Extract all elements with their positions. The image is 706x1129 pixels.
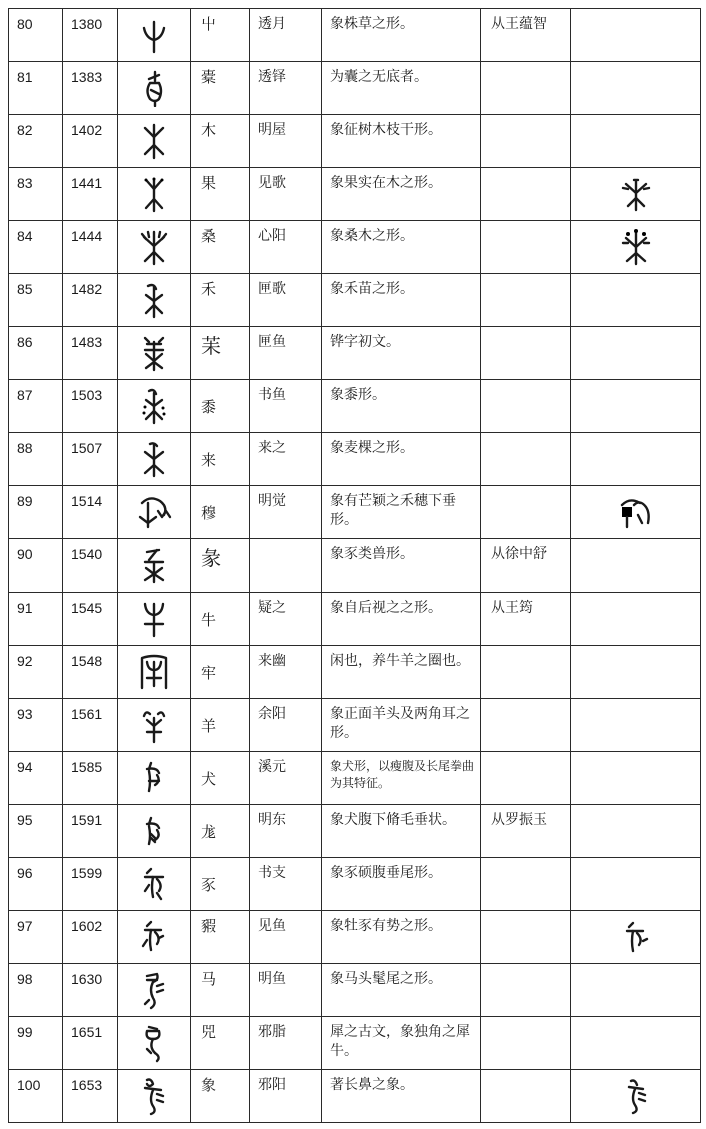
citation xyxy=(481,963,571,1016)
table-row xyxy=(9,1069,701,1122)
table-row xyxy=(9,804,701,857)
row-number: 89 xyxy=(9,486,63,539)
row-number: 100 xyxy=(9,1069,63,1122)
phonetic-category: 溪元 xyxy=(250,751,322,804)
table-row xyxy=(9,380,701,433)
row-number: 83 xyxy=(9,168,63,221)
row-number: 91 xyxy=(9,592,63,645)
oracle-glyph-quan-icon xyxy=(118,751,191,804)
character-explanation: 犀之古文，象独角之犀牛。 xyxy=(322,1016,481,1069)
variant-form xyxy=(571,433,701,486)
table-row xyxy=(9,751,701,804)
oracle-glyph-si-icon xyxy=(118,1016,191,1069)
modern-character: 羊 xyxy=(191,698,250,751)
character-explanation: 象果实在木之形。 xyxy=(322,168,481,221)
entry-id: 1651 xyxy=(63,1016,118,1069)
character-explanation: 象犬腹下脩毛垂状。 xyxy=(322,804,481,857)
row-number: 82 xyxy=(9,115,63,168)
oracle-glyph-biao-icon xyxy=(118,804,191,857)
phonetic-category: 透铎 xyxy=(250,62,322,115)
entry-id: 1599 xyxy=(63,857,118,910)
entry-id: 1482 xyxy=(63,274,118,327)
character-explanation: 象犬形，以瘦腹及长尾拳曲为其特征。 xyxy=(322,751,481,804)
citation xyxy=(481,274,571,327)
entry-id: 1540 xyxy=(63,539,118,592)
phonetic-category: 来之 xyxy=(250,433,322,486)
oracle-glyph-shu-icon xyxy=(118,380,191,433)
entry-id: 1602 xyxy=(63,910,118,963)
phonetic-category: 邪阳 xyxy=(250,1069,322,1122)
modern-character: 禾 xyxy=(191,274,250,327)
modern-character: 木 xyxy=(191,115,250,168)
character-explanation: 为囊之无底者。 xyxy=(322,62,481,115)
entry-id: 1561 xyxy=(63,698,118,751)
oracle-glyph-yi-icon xyxy=(118,539,191,592)
table-row xyxy=(9,592,701,645)
row-number: 92 xyxy=(9,645,63,698)
modern-character: 果 xyxy=(191,168,250,221)
modern-character: 苿 xyxy=(191,327,250,380)
oracle-glyph-zhong-icon xyxy=(118,9,191,62)
modern-character: 彖 xyxy=(191,539,250,592)
modern-character: 尨 xyxy=(191,804,250,857)
variant-form xyxy=(571,380,701,433)
phonetic-category: 明屋 xyxy=(250,115,322,168)
citation xyxy=(481,698,571,751)
row-number: 88 xyxy=(9,433,63,486)
oracle-glyph-niu-icon xyxy=(118,592,191,645)
entry-id: 1503 xyxy=(63,380,118,433)
modern-character: 马 xyxy=(191,963,250,1016)
citation xyxy=(481,910,571,963)
citation xyxy=(481,115,571,168)
table-row xyxy=(9,62,701,115)
variant-form xyxy=(571,698,701,751)
variant-form xyxy=(571,62,701,115)
entry-id: 1444 xyxy=(63,221,118,274)
modern-character: 橐 xyxy=(191,62,250,115)
variant-form xyxy=(571,9,701,62)
modern-character: 黍 xyxy=(191,380,250,433)
modern-character: 来 xyxy=(191,433,250,486)
citation xyxy=(481,486,571,539)
table-row xyxy=(9,910,701,963)
phonetic-category: 明鱼 xyxy=(250,963,322,1016)
oracle-glyph-ma-icon xyxy=(118,963,191,1016)
variant-glyph-xiang-icon xyxy=(571,1069,701,1122)
entry-id: 1514 xyxy=(63,486,118,539)
citation: 从徐中舒 xyxy=(481,539,571,592)
citation: 从王蕴智 xyxy=(481,9,571,62)
variant-form xyxy=(571,539,701,592)
oracle-character-table xyxy=(8,8,701,1123)
phonetic-category: 匣鱼 xyxy=(250,327,322,380)
row-number: 94 xyxy=(9,751,63,804)
character-explanation: 象自后视之之形。 xyxy=(322,592,481,645)
table-row xyxy=(9,115,701,168)
oracle-glyph-guo-icon xyxy=(118,168,191,221)
table-row xyxy=(9,1016,701,1069)
modern-character: 牢 xyxy=(191,645,250,698)
citation xyxy=(481,62,571,115)
modern-character: 豕 xyxy=(191,857,250,910)
entry-id: 1548 xyxy=(63,645,118,698)
character-explanation: 象牡豕有势之形。 xyxy=(322,910,481,963)
citation xyxy=(481,1016,571,1069)
phonetic-category: 匣歌 xyxy=(250,274,322,327)
citation xyxy=(481,1069,571,1122)
row-number: 87 xyxy=(9,380,63,433)
row-number: 86 xyxy=(9,327,63,380)
citation xyxy=(481,221,571,274)
citation: 从罗振玉 xyxy=(481,804,571,857)
row-number: 95 xyxy=(9,804,63,857)
entry-id: 1507 xyxy=(63,433,118,486)
modern-character: 犬 xyxy=(191,751,250,804)
phonetic-category xyxy=(250,539,322,592)
phonetic-category: 邪脂 xyxy=(250,1016,322,1069)
table-row xyxy=(9,645,701,698)
entry-id: 1402 xyxy=(63,115,118,168)
oracle-glyph-hua-icon xyxy=(118,327,191,380)
character-explanation: 著长鼻之象。 xyxy=(322,1069,481,1122)
variant-form xyxy=(571,804,701,857)
table-row xyxy=(9,9,701,62)
entry-id: 1630 xyxy=(63,963,118,1016)
phonetic-category: 见歌 xyxy=(250,168,322,221)
character-explanation: 象桑木之形。 xyxy=(322,221,481,274)
oracle-glyph-yang-icon xyxy=(118,698,191,751)
oracle-glyph-mu2-icon xyxy=(118,486,191,539)
character-explanation: 象麦棵之形。 xyxy=(322,433,481,486)
row-number: 96 xyxy=(9,857,63,910)
citation xyxy=(481,168,571,221)
entry-id: 1585 xyxy=(63,751,118,804)
oracle-glyph-jia-icon xyxy=(118,910,191,963)
modern-character: 兕 xyxy=(191,1016,250,1069)
row-number: 98 xyxy=(9,963,63,1016)
character-explanation: 象豕类兽形。 xyxy=(322,539,481,592)
row-number: 84 xyxy=(9,221,63,274)
phonetic-category: 来幽 xyxy=(250,645,322,698)
table-row xyxy=(9,433,701,486)
phonetic-category: 余阳 xyxy=(250,698,322,751)
citation xyxy=(481,327,571,380)
variant-form xyxy=(571,857,701,910)
variant-form xyxy=(571,592,701,645)
oracle-glyph-lao-icon xyxy=(118,645,191,698)
row-number: 99 xyxy=(9,1016,63,1069)
modern-character: 牛 xyxy=(191,592,250,645)
row-number: 81 xyxy=(9,62,63,115)
row-number: 80 xyxy=(9,9,63,62)
modern-character: 屮 xyxy=(191,9,250,62)
character-explanation: 闲也，养牛羊之圈也。 xyxy=(322,645,481,698)
entry-id: 1653 xyxy=(63,1069,118,1122)
variant-form xyxy=(571,274,701,327)
variant-form xyxy=(571,963,701,1016)
variant-glyph-sang-icon xyxy=(571,221,701,274)
variant-form xyxy=(571,645,701,698)
character-explanation: 铧字初文。 xyxy=(322,327,481,380)
citation xyxy=(481,857,571,910)
citation xyxy=(481,433,571,486)
oracle-glyph-lai-icon xyxy=(118,433,191,486)
table-row xyxy=(9,963,701,1016)
character-explanation: 象征树木枝干形。 xyxy=(322,115,481,168)
entry-id: 1383 xyxy=(63,62,118,115)
table-row xyxy=(9,221,701,274)
character-explanation: 象禾苗之形。 xyxy=(322,274,481,327)
variant-form xyxy=(571,751,701,804)
row-number: 97 xyxy=(9,910,63,963)
entry-id: 1483 xyxy=(63,327,118,380)
variant-form xyxy=(571,1016,701,1069)
phonetic-category: 心阳 xyxy=(250,221,322,274)
phonetic-category: 书支 xyxy=(250,857,322,910)
modern-character: 桑 xyxy=(191,221,250,274)
character-explanation: 象正面羊头及两角耳之形。 xyxy=(322,698,481,751)
phonetic-category: 透月 xyxy=(250,9,322,62)
citation: 从王筠 xyxy=(481,592,571,645)
modern-character: 豭 xyxy=(191,910,250,963)
character-explanation: 象株草之形。 xyxy=(322,9,481,62)
oracle-glyph-xiang-icon xyxy=(118,1069,191,1122)
citation xyxy=(481,645,571,698)
variant-glyph-guo-icon xyxy=(571,168,701,221)
oracle-glyph-he-icon xyxy=(118,274,191,327)
phonetic-category: 疑之 xyxy=(250,592,322,645)
character-explanation: 象豕硕腹垂尾形。 xyxy=(322,857,481,910)
citation xyxy=(481,751,571,804)
oracle-glyph-tuo-icon xyxy=(118,62,191,115)
oracle-glyph-mu-icon xyxy=(118,115,191,168)
oracle-glyph-shi-icon xyxy=(118,857,191,910)
variant-form xyxy=(571,115,701,168)
character-explanation: 象黍形。 xyxy=(322,380,481,433)
oracle-glyph-sang-icon xyxy=(118,221,191,274)
entry-id: 1380 xyxy=(63,9,118,62)
row-number: 93 xyxy=(9,698,63,751)
row-number: 85 xyxy=(9,274,63,327)
entry-id: 1545 xyxy=(63,592,118,645)
phonetic-category: 书鱼 xyxy=(250,380,322,433)
entry-id: 1441 xyxy=(63,168,118,221)
table-row xyxy=(9,539,701,592)
entry-id: 1591 xyxy=(63,804,118,857)
table-row xyxy=(9,857,701,910)
character-explanation: 象马头髦尾之形。 xyxy=(322,963,481,1016)
modern-character: 象 xyxy=(191,1069,250,1122)
table-row xyxy=(9,486,701,539)
phonetic-category: 明东 xyxy=(250,804,322,857)
citation xyxy=(481,380,571,433)
table-row xyxy=(9,274,701,327)
phonetic-category: 见鱼 xyxy=(250,910,322,963)
phonetic-category: 明觉 xyxy=(250,486,322,539)
variant-form xyxy=(571,327,701,380)
character-explanation: 象有芒颖之禾穗下垂形。 xyxy=(322,486,481,539)
table-row xyxy=(9,698,701,751)
variant-glyph-mu2-icon xyxy=(571,486,701,539)
modern-character: 穆 xyxy=(191,486,250,539)
variant-glyph-jia-icon xyxy=(571,910,701,963)
table-row xyxy=(9,327,701,380)
table-row xyxy=(9,168,701,221)
row-number: 90 xyxy=(9,539,63,592)
